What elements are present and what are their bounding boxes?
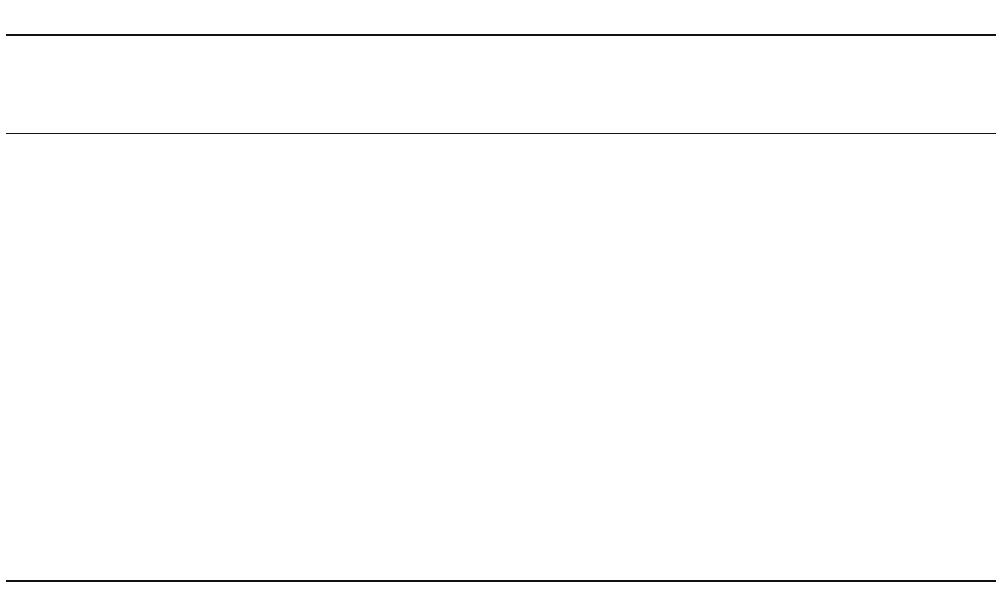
header-rule bbox=[6, 133, 996, 134]
bottom-rule bbox=[6, 580, 996, 582]
top-rule bbox=[6, 34, 996, 36]
